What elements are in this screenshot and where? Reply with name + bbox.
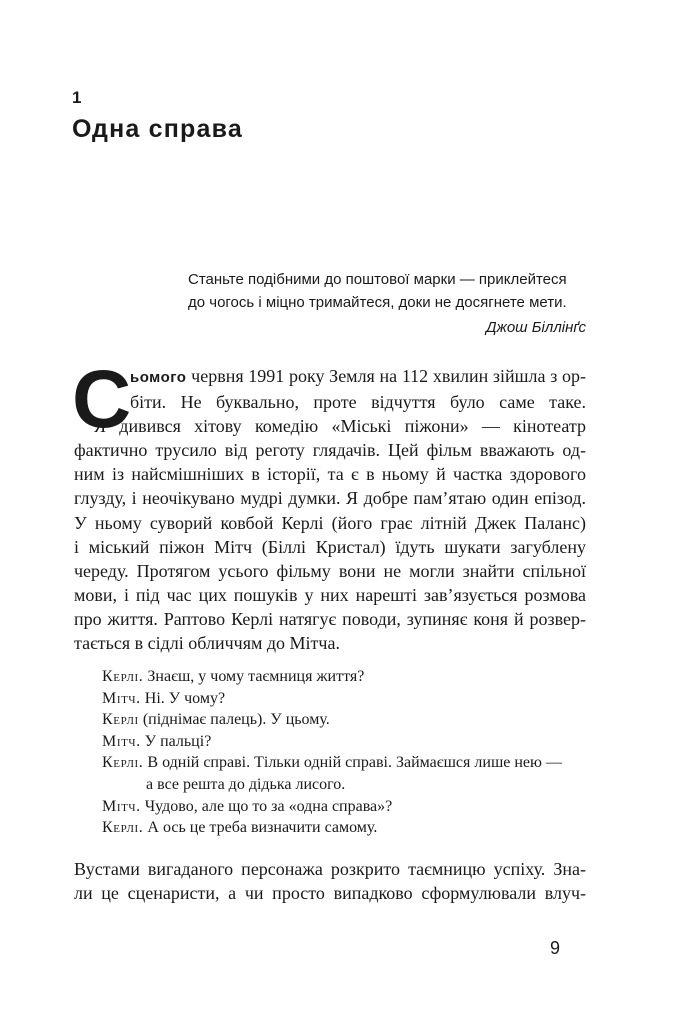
dialogue-text: а все решта до дідька лисого. [146, 775, 346, 793]
text-line: Я дивився хітову комедію «Міські піжони» — кінотеатр [94, 416, 586, 437]
page-number: 9 [550, 938, 561, 958]
dialogue-line [102, 752, 592, 774]
speaker-name: Мітч. [102, 797, 141, 815]
text-line: ним із найсмішніших в історії, та є в ньому й частка здорового [74, 464, 586, 485]
dialogue-line [102, 796, 592, 818]
dialogue-line [102, 774, 592, 796]
dialogue-line [102, 666, 592, 688]
speaker-name: Мітч. [102, 732, 141, 750]
speaker-name: Керлі. [102, 754, 144, 772]
chapter-title: Одна справа [72, 115, 243, 143]
dialogue-text: Знаєш, у чому таємниця життя? [143, 668, 365, 685]
text-line: тається в сідлі обличчям до Мітча. [74, 633, 340, 654]
dialogue-block [102, 666, 592, 839]
text-line: череду. Протягом усього фільму вони не могли знайти спільної [74, 560, 586, 581]
text-line: У ньому суворий ковбой Керлі (його грає літній Джек Паланс) [74, 512, 586, 533]
speaker-name: Керлі. [102, 819, 144, 837]
speaker-name: Керлі. [102, 668, 144, 685]
text-line: глузду, і неочікувано мудрі думки. Я добре пам’ятаю один епізод. [74, 488, 586, 509]
text-line-rest: червня 1991 року Земля на 112 хвилин зійшла з ор- [186, 366, 586, 386]
text-line: біти. Не буквально, проте відчуття було саме таке. [130, 392, 586, 413]
dialogue-line [102, 709, 592, 731]
epigraph-line: до чогось і міцно тримайтеся, доки не досягнете мети. [188, 294, 567, 311]
speaker-name: Керлі [102, 711, 139, 729]
text-line: мови, і під час цих пошуків у них нарешті зав’язується розмова [74, 584, 586, 605]
dialogue-text: Чудово, але що то за «одна справа»? [140, 797, 393, 815]
text-line: фактично трусило від реготу глядачів. Цей фільм вважають од- [74, 440, 586, 461]
paragraph-opening [74, 364, 586, 655]
drop-cap: С [72, 354, 132, 445]
epigraph-line: Станьте подібними до поштової марки — приклейтеся [188, 271, 567, 288]
text-line: ли це сценаристи, а чи просто випадково сформулювали влуч- [74, 883, 586, 904]
text-line: про життя. Раптово Керлі натягує поводи, зупиняє коня й розвер- [74, 608, 586, 629]
epigraph-author: Джош Біллінґс [485, 319, 586, 336]
dialogue-text: Ні. У чому? [140, 689, 226, 707]
lead-in-word: ьомого [130, 369, 187, 386]
dialogue-line [102, 688, 592, 710]
paragraph-closing [74, 857, 586, 905]
dialogue-line [102, 731, 592, 753]
text-line: Вустами вигаданого персонажа розкрито таємницю успіху. Зна- [74, 859, 586, 879]
epigraph [188, 268, 586, 339]
dialogue-text: У пальці? [140, 732, 212, 750]
dialogue-text: В одній справі. Тільки одній справі. Займаєшся лише нею — [143, 754, 562, 772]
speaker-name: Мітч. [102, 689, 141, 707]
text-line [74, 364, 586, 390]
dialogue-text: (піднімає палець). У цьому. [138, 711, 330, 729]
chapter-number: 1 [72, 88, 82, 107]
dialogue-line [102, 817, 592, 839]
dialogue-text: А ось це треба визначити самому. [143, 819, 378, 837]
text-line: і міський піжон Мітч (Біллі Кристал) їдуть шукати загублену [74, 536, 586, 557]
